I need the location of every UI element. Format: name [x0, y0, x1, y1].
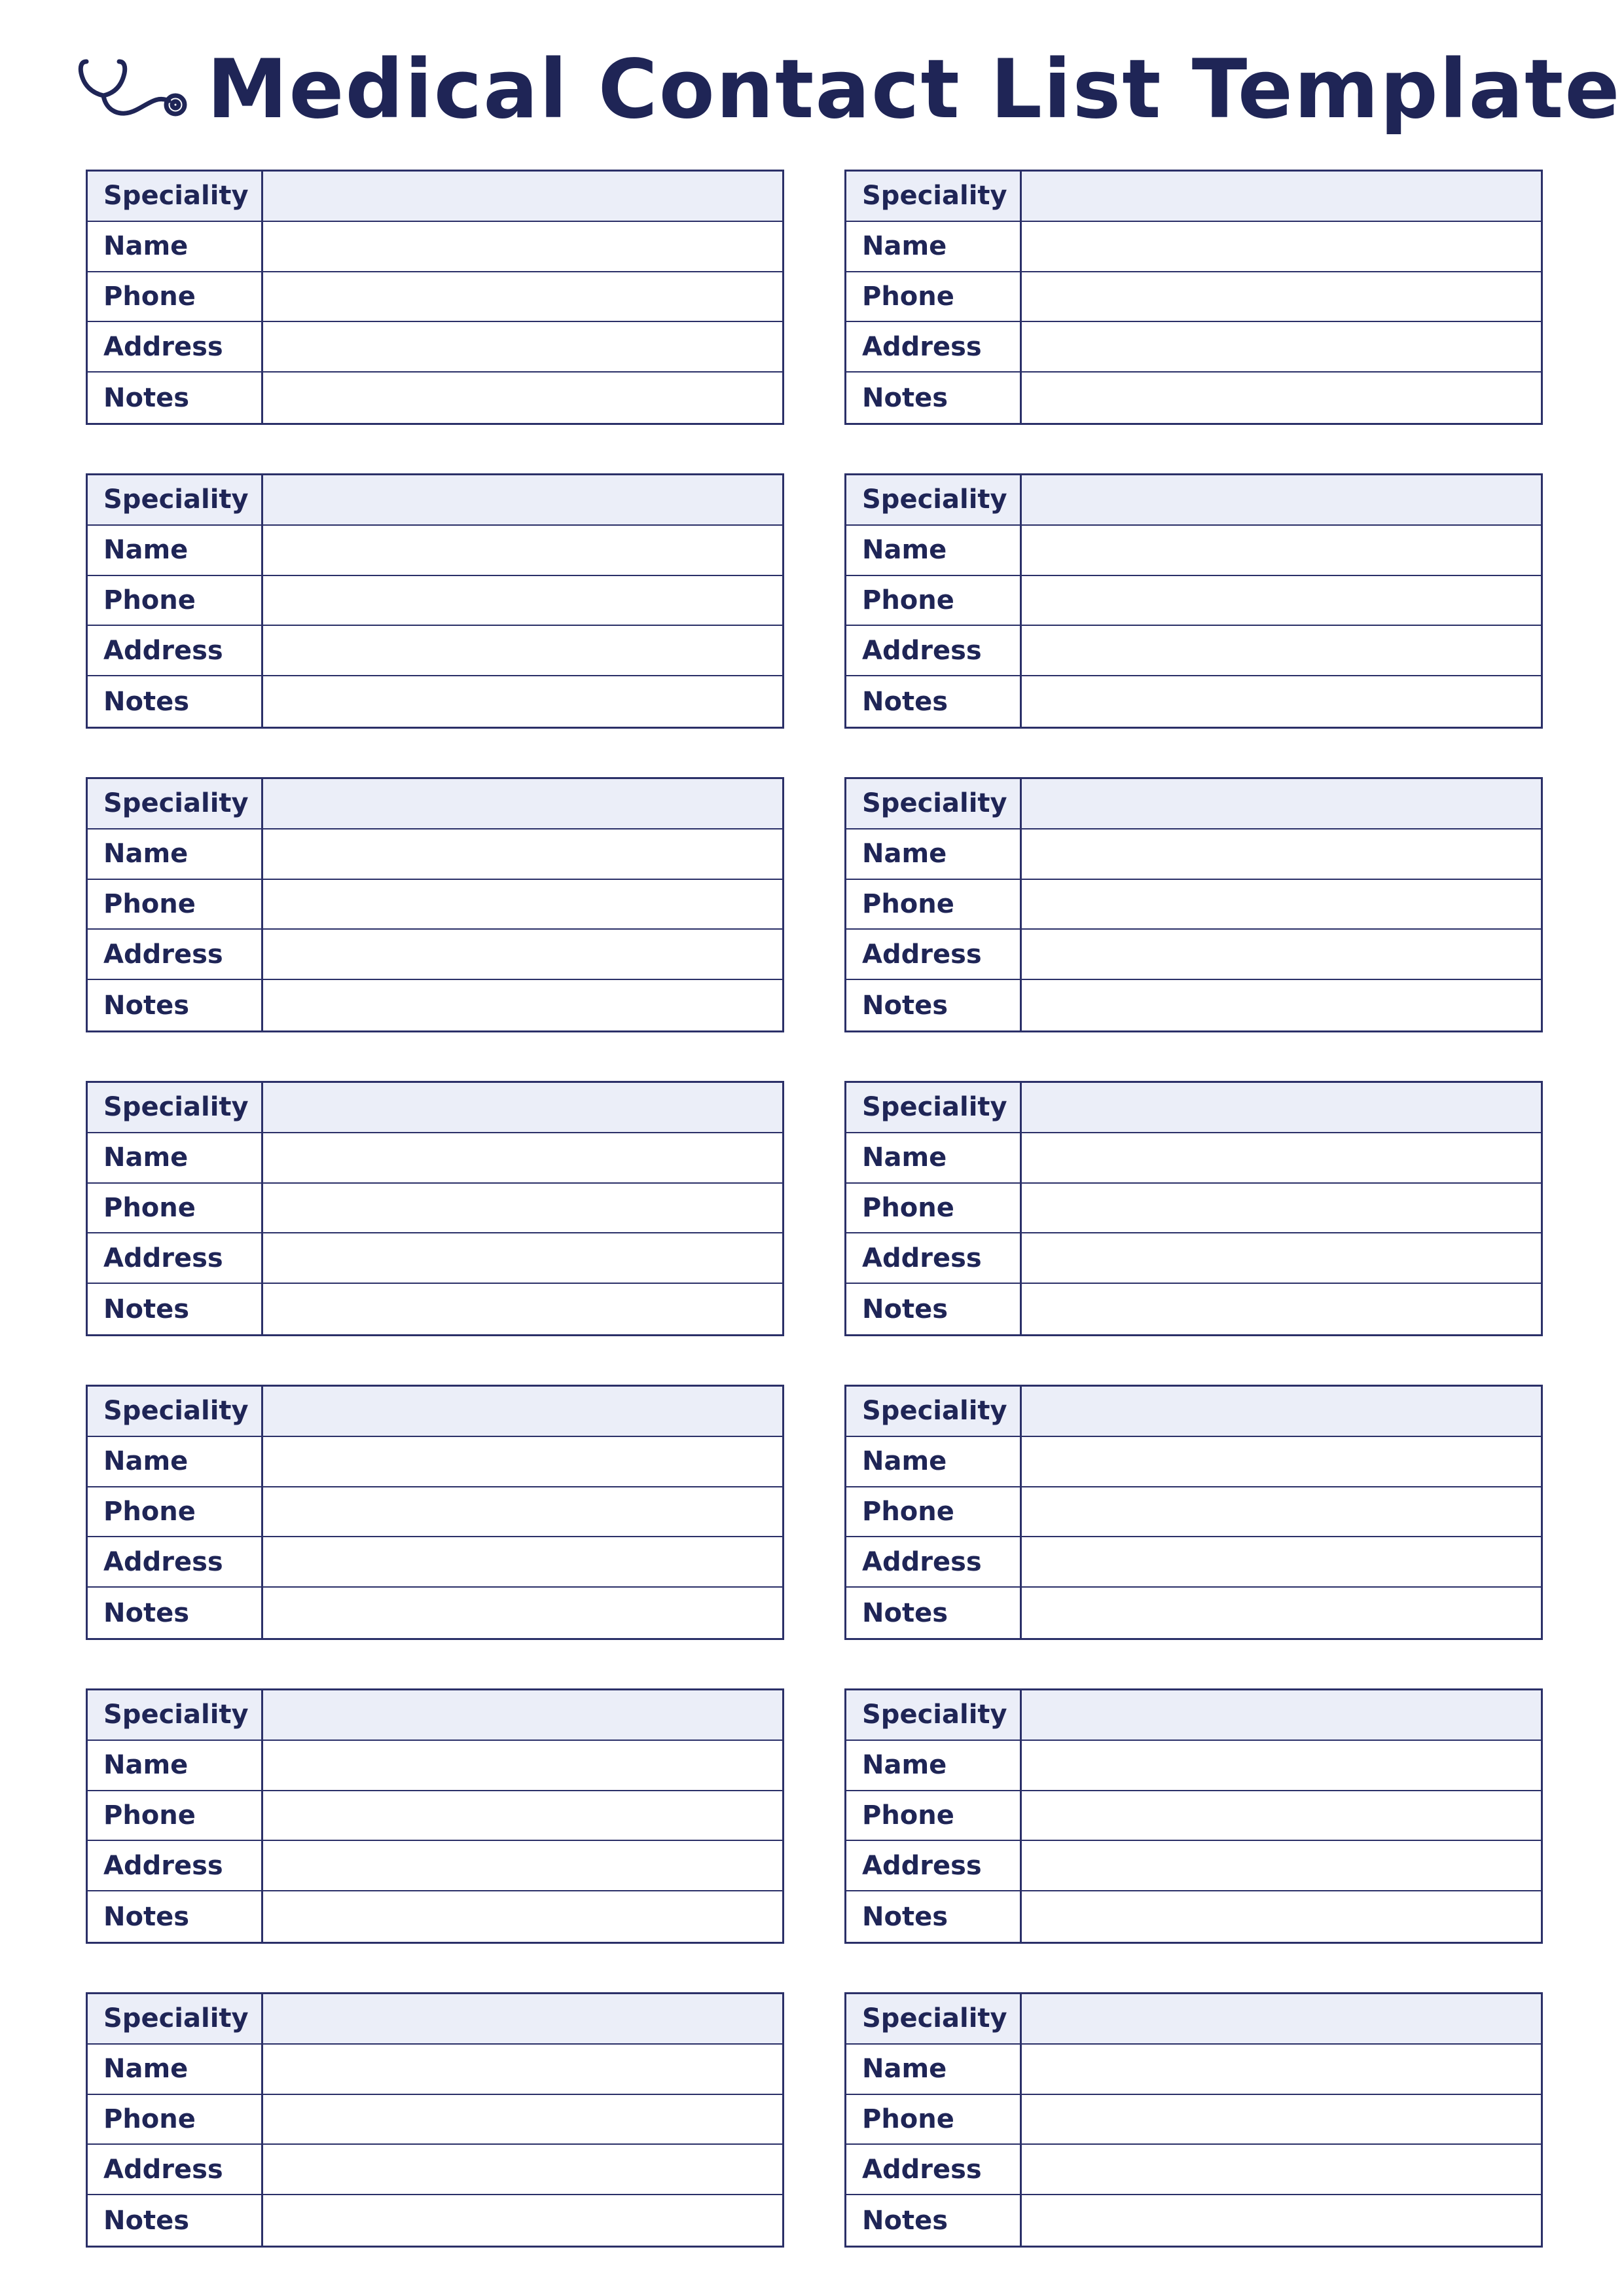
field-value-name[interactable]	[1022, 526, 1541, 576]
field-label-address: Address	[88, 2145, 263, 2195]
field-value-name[interactable]	[1022, 2045, 1541, 2095]
field-label-speciality: Speciality	[846, 1387, 1022, 1437]
field-value-name[interactable]	[263, 222, 782, 272]
field-label-phone: Phone	[846, 1487, 1022, 1538]
stethoscope-icon	[77, 54, 189, 126]
field-label-speciality: Speciality	[88, 1994, 263, 2045]
field-value-address[interactable]	[1022, 322, 1541, 373]
field-value-address[interactable]	[1022, 1841, 1541, 1891]
field-value-phone[interactable]	[263, 880, 782, 930]
field-value-notes[interactable]	[1022, 2195, 1541, 2246]
field-value-phone[interactable]	[1022, 272, 1541, 323]
field-label-name: Name	[846, 829, 1022, 880]
field-value-speciality[interactable]	[263, 779, 782, 829]
field-value-speciality[interactable]	[1022, 475, 1541, 526]
contact-card	[844, 473, 1543, 729]
field-label-address: Address	[846, 1537, 1022, 1588]
field-label-phone: Phone	[88, 1791, 263, 1842]
field-value-address[interactable]	[263, 1537, 782, 1588]
field-label-name: Name	[846, 526, 1022, 576]
field-label-notes: Notes	[88, 980, 263, 1030]
field-label-name: Name	[88, 1133, 263, 1184]
field-label-address: Address	[88, 930, 263, 980]
field-value-name[interactable]	[1022, 829, 1541, 880]
field-value-name[interactable]	[263, 2045, 782, 2095]
field-value-notes[interactable]	[1022, 676, 1541, 727]
field-value-speciality[interactable]	[263, 475, 782, 526]
field-value-address[interactable]	[263, 626, 782, 676]
page-title: Medical Contact List Template	[207, 43, 1621, 137]
field-label-speciality: Speciality	[88, 172, 263, 222]
field-label-name: Name	[88, 829, 263, 880]
field-label-address: Address	[88, 1233, 263, 1284]
field-value-speciality[interactable]	[1022, 1083, 1541, 1133]
field-label-phone: Phone	[88, 272, 263, 323]
field-label-notes: Notes	[846, 2195, 1022, 2246]
field-value-address[interactable]	[263, 2145, 782, 2195]
field-value-speciality[interactable]	[263, 1387, 782, 1437]
field-value-address[interactable]	[1022, 2145, 1541, 2195]
field-value-notes[interactable]	[263, 2195, 782, 2246]
field-value-phone[interactable]	[263, 1791, 782, 1842]
field-value-name[interactable]	[1022, 1133, 1541, 1184]
field-value-name[interactable]	[263, 1741, 782, 1791]
field-value-speciality[interactable]	[1022, 1387, 1541, 1437]
field-value-name[interactable]	[1022, 1741, 1541, 1791]
field-value-phone[interactable]	[263, 1184, 782, 1234]
field-value-phone[interactable]	[1022, 880, 1541, 930]
field-value-speciality[interactable]	[263, 172, 782, 222]
field-label-address: Address	[88, 1841, 263, 1891]
field-label-phone: Phone	[88, 1487, 263, 1538]
contact-card	[86, 1081, 784, 1336]
field-label-speciality: Speciality	[846, 172, 1022, 222]
contact-card	[86, 777, 784, 1032]
field-value-phone[interactable]	[263, 2095, 782, 2145]
field-label-address: Address	[88, 1537, 263, 1588]
field-label-notes: Notes	[88, 2195, 263, 2246]
field-label-name: Name	[846, 222, 1022, 272]
field-value-name[interactable]	[263, 1133, 782, 1184]
field-label-phone: Phone	[846, 880, 1022, 930]
field-value-speciality[interactable]	[263, 1690, 782, 1741]
field-value-notes[interactable]	[1022, 1284, 1541, 1334]
field-label-name: Name	[88, 526, 263, 576]
field-value-notes[interactable]	[263, 1284, 782, 1334]
field-value-address[interactable]	[1022, 626, 1541, 676]
field-value-speciality[interactable]	[1022, 1690, 1541, 1741]
field-label-speciality: Speciality	[88, 475, 263, 526]
field-value-speciality[interactable]	[263, 1994, 782, 2045]
field-value-address[interactable]	[263, 930, 782, 980]
field-value-address[interactable]	[1022, 930, 1541, 980]
field-label-phone: Phone	[846, 2095, 1022, 2145]
contact-card	[86, 1385, 784, 1640]
field-value-notes[interactable]	[263, 676, 782, 727]
field-value-phone[interactable]	[1022, 1487, 1541, 1538]
contact-card	[844, 1688, 1543, 1944]
field-label-notes: Notes	[88, 1588, 263, 1638]
field-value-name[interactable]	[1022, 1437, 1541, 1487]
contact-cards-grid	[86, 170, 1543, 2248]
field-value-notes[interactable]	[263, 980, 782, 1030]
field-value-phone[interactable]	[1022, 1184, 1541, 1234]
field-label-speciality: Speciality	[846, 1690, 1022, 1741]
field-label-speciality: Speciality	[846, 1994, 1022, 2045]
field-label-speciality: Speciality	[88, 1387, 263, 1437]
field-value-name[interactable]	[263, 526, 782, 576]
field-value-notes[interactable]	[263, 373, 782, 423]
field-value-name[interactable]	[263, 829, 782, 880]
field-value-phone[interactable]	[1022, 1791, 1541, 1842]
contact-card	[844, 1992, 1543, 2248]
field-label-name: Name	[88, 2045, 263, 2095]
field-label-phone: Phone	[846, 1791, 1022, 1842]
field-label-name: Name	[846, 2045, 1022, 2095]
field-label-notes: Notes	[846, 1284, 1022, 1334]
field-value-address[interactable]	[263, 1841, 782, 1891]
contact-card	[844, 170, 1543, 425]
field-label-phone: Phone	[88, 1184, 263, 1234]
field-value-phone[interactable]	[1022, 2095, 1541, 2145]
field-value-notes[interactable]	[263, 1891, 782, 1942]
field-label-speciality: Speciality	[846, 1083, 1022, 1133]
field-label-name: Name	[846, 1437, 1022, 1487]
field-label-speciality: Speciality	[88, 1083, 263, 1133]
field-label-phone: Phone	[846, 1184, 1022, 1234]
field-label-phone: Phone	[846, 576, 1022, 627]
field-value-address[interactable]	[263, 1233, 782, 1284]
field-value-speciality[interactable]	[263, 1083, 782, 1133]
field-label-address: Address	[88, 626, 263, 676]
field-label-notes: Notes	[88, 373, 263, 423]
field-label-speciality: Speciality	[88, 779, 263, 829]
field-value-notes[interactable]	[1022, 373, 1541, 423]
field-label-address: Address	[846, 322, 1022, 373]
field-label-notes: Notes	[846, 1891, 1022, 1942]
field-label-notes: Notes	[846, 676, 1022, 727]
field-value-notes[interactable]	[263, 1588, 782, 1638]
field-value-notes[interactable]	[1022, 1891, 1541, 1942]
field-label-phone: Phone	[88, 880, 263, 930]
field-label-speciality: Speciality	[846, 475, 1022, 526]
field-label-phone: Phone	[88, 2095, 263, 2145]
field-label-phone: Phone	[88, 576, 263, 627]
field-value-address[interactable]	[263, 322, 782, 373]
field-label-name: Name	[846, 1741, 1022, 1791]
field-label-address: Address	[846, 1841, 1022, 1891]
contact-card	[844, 777, 1543, 1032]
field-value-phone[interactable]	[263, 576, 782, 627]
field-value-speciality[interactable]	[1022, 779, 1541, 829]
field-value-address[interactable]	[1022, 1233, 1541, 1284]
contact-card	[86, 1992, 784, 2248]
field-value-phone[interactable]	[263, 1487, 782, 1538]
field-label-speciality: Speciality	[88, 1690, 263, 1741]
field-value-notes[interactable]	[1022, 1588, 1541, 1638]
field-label-notes: Notes	[846, 373, 1022, 423]
contact-card	[86, 170, 784, 425]
field-label-address: Address	[88, 322, 263, 373]
page-header	[77, 41, 1621, 139]
field-label-address: Address	[846, 626, 1022, 676]
field-label-notes: Notes	[846, 980, 1022, 1030]
field-label-name: Name	[88, 222, 263, 272]
contact-card	[86, 473, 784, 729]
field-value-phone[interactable]	[263, 272, 782, 323]
field-value-speciality[interactable]	[1022, 1994, 1541, 2045]
field-value-speciality[interactable]	[1022, 172, 1541, 222]
field-label-speciality: Speciality	[846, 779, 1022, 829]
field-value-address[interactable]	[1022, 1537, 1541, 1588]
field-value-notes[interactable]	[1022, 980, 1541, 1030]
field-label-phone: Phone	[846, 272, 1022, 323]
field-label-notes: Notes	[88, 1891, 263, 1942]
field-label-notes: Notes	[88, 1284, 263, 1334]
field-label-name: Name	[846, 1133, 1022, 1184]
field-value-name[interactable]	[1022, 222, 1541, 272]
contact-card	[844, 1081, 1543, 1336]
contact-card	[86, 1688, 784, 1944]
field-label-name: Name	[88, 1741, 263, 1791]
field-value-name[interactable]	[263, 1437, 782, 1487]
field-label-notes: Notes	[846, 1588, 1022, 1638]
field-label-address: Address	[846, 930, 1022, 980]
field-label-address: Address	[846, 1233, 1022, 1284]
field-value-phone[interactable]	[1022, 576, 1541, 627]
field-label-name: Name	[88, 1437, 263, 1487]
field-label-notes: Notes	[88, 676, 263, 727]
field-label-address: Address	[846, 2145, 1022, 2195]
contact-card	[844, 1385, 1543, 1640]
